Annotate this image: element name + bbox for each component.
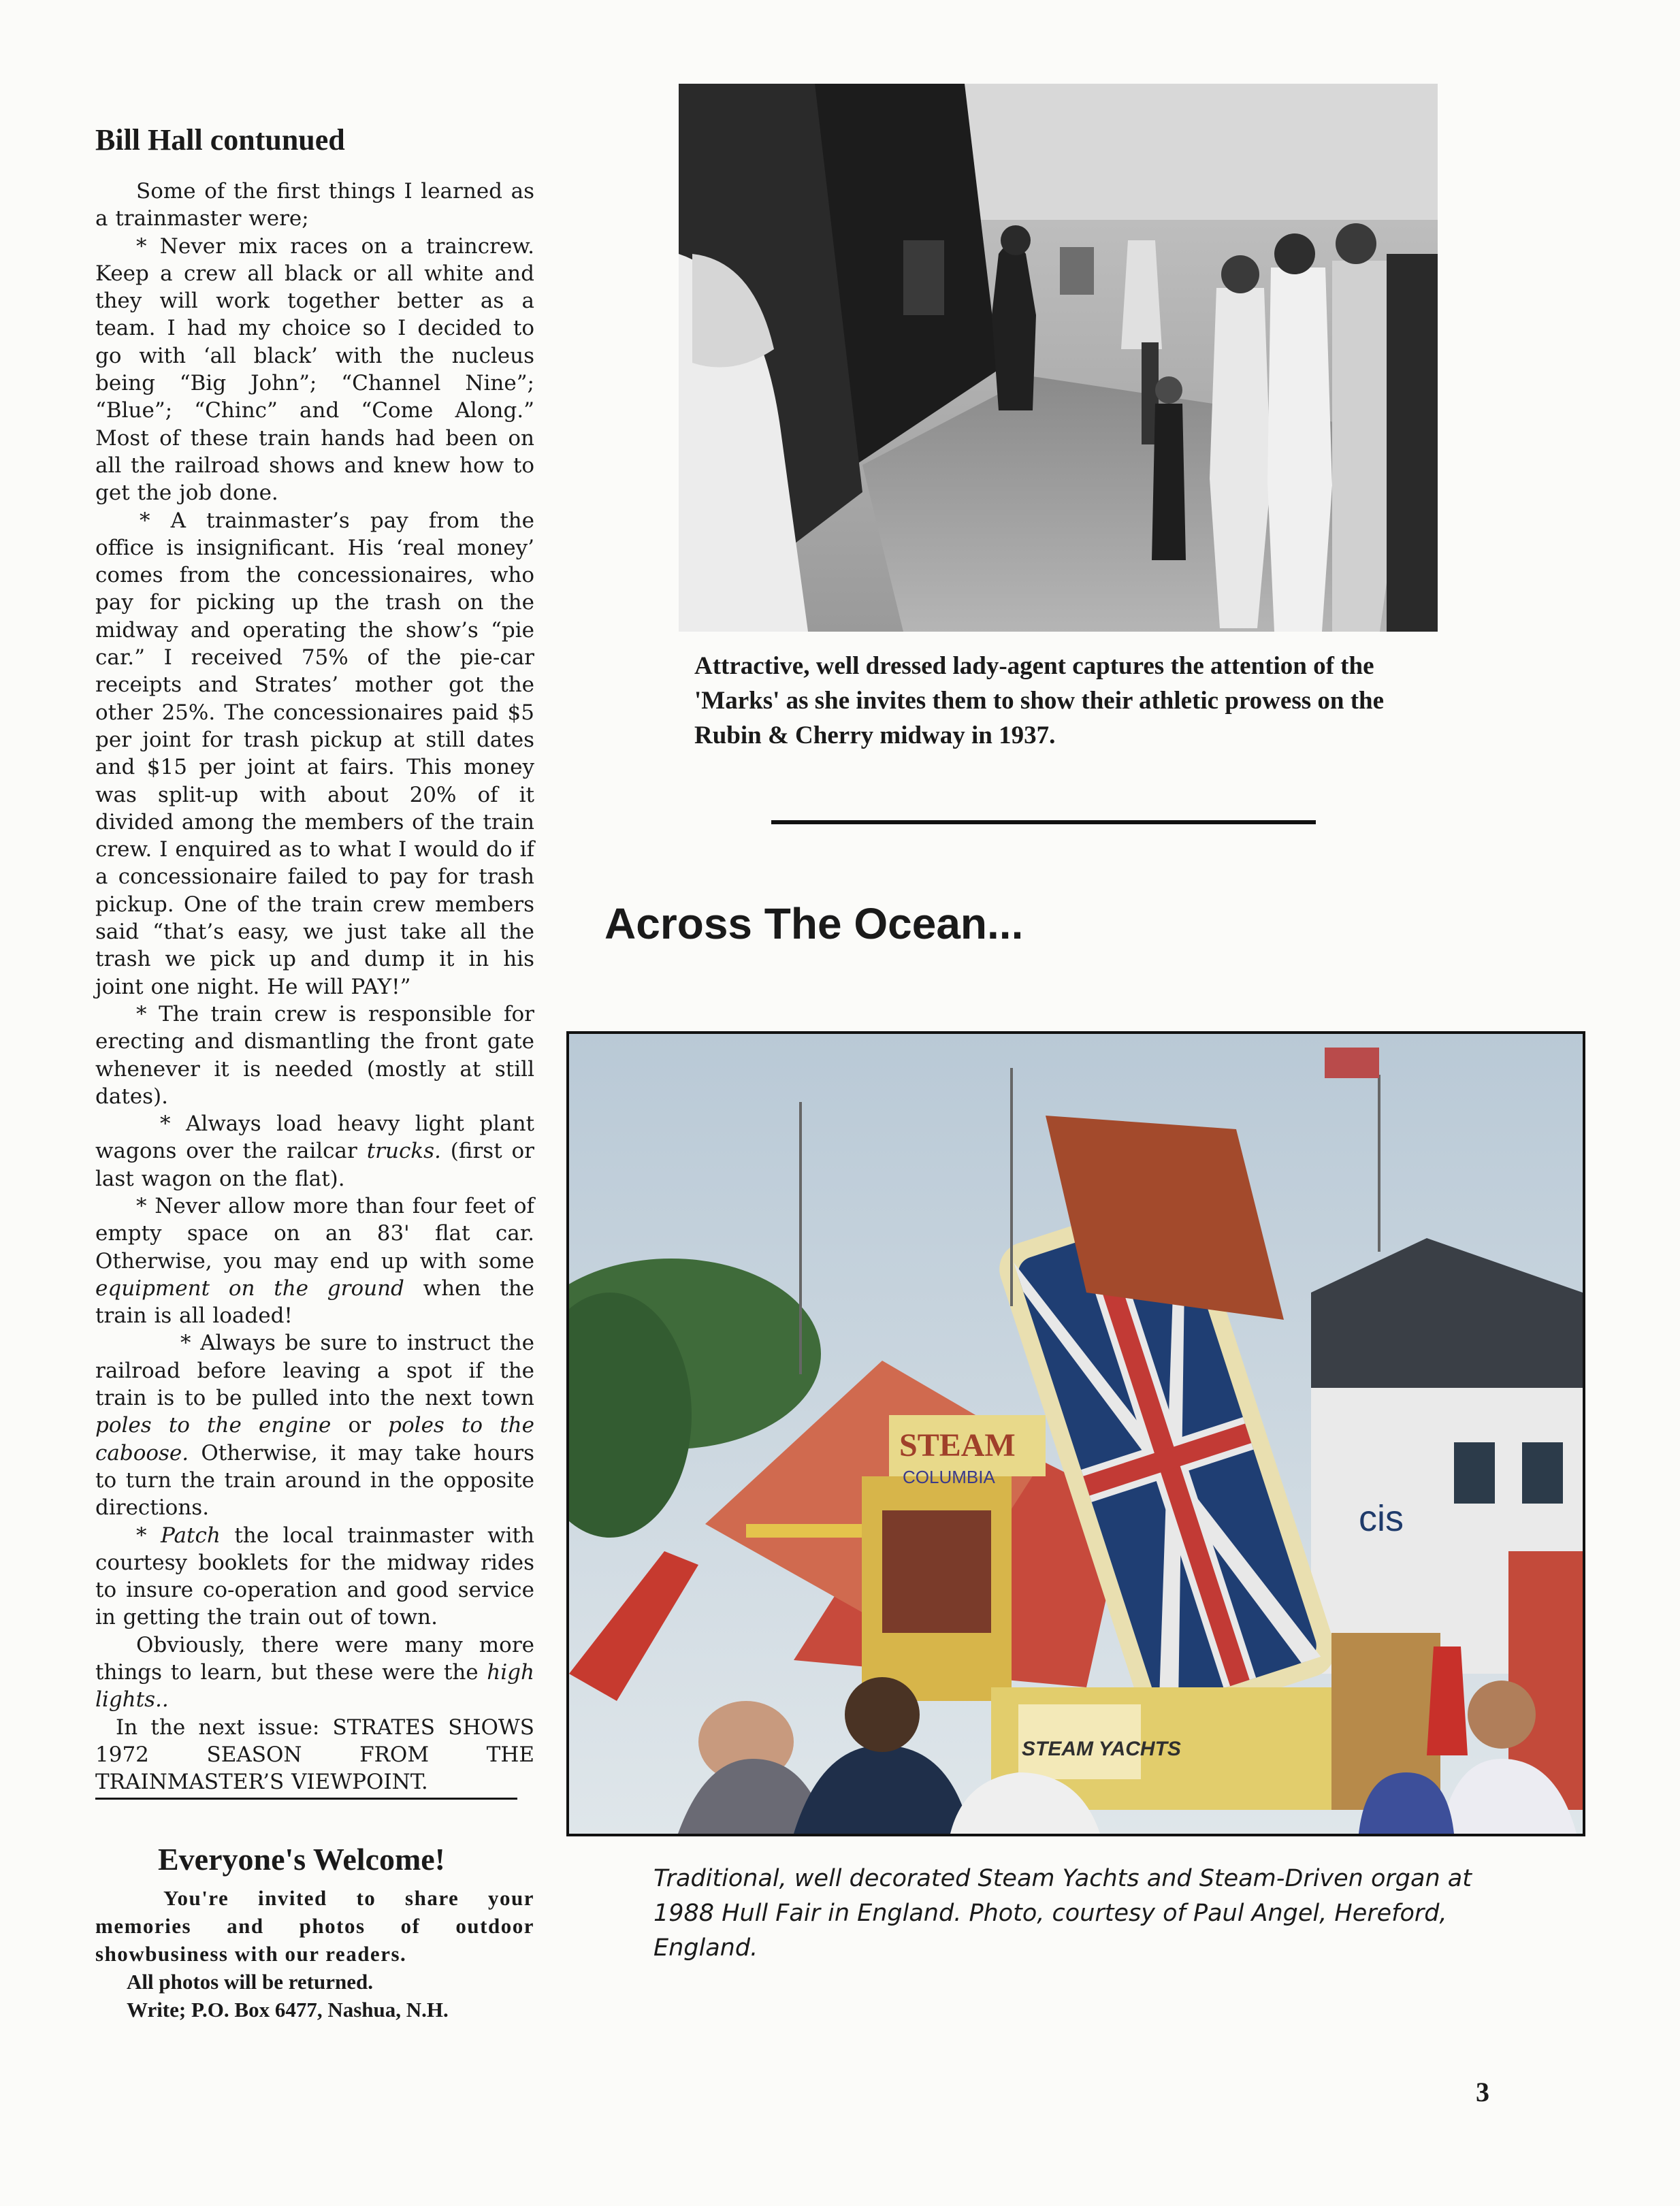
steam-sign: STEAM [899, 1427, 1016, 1463]
text-run-italic: trucks. [366, 1139, 441, 1164]
article-heading: Bill Hall contunued [95, 123, 345, 157]
steam-yachts-photo [566, 1031, 1585, 1836]
article-end-rule [95, 1798, 517, 1800]
welcome-text: You're invited to share your memories and photos of outdoor showbusiness with our readers. [95, 1886, 534, 1966]
paragraph-intro: Some of the first things I learned as a trainmaster were; [95, 179, 534, 231]
paragraph-traincrew: * Never mix races on a traincrew. Keep a crew all black or all white and they will work together better as a team. I had my choice so I decided to go with ‘all black’ with the nucleus being “Big John”; “Channel Nine”; “Blue”; “Chinc” and “Come Along.” Most of these train hands had been on all the railroad shows and knew how to get the job done. [95, 233, 534, 506]
text-run: * Never allow more than four feet of empty space on an 83' flat car. Otherwise, you may end up with some [95, 1193, 534, 1274]
article-column [95, 123, 534, 1800]
article-body [95, 178, 534, 1796]
text-run: Obviously, there were many more things to learn, but these were the [95, 1632, 534, 1685]
page-number: 3 [1476, 2077, 1489, 2107]
text-run: Otherwise, it may take hours to turn the train around in the opposite directions. [95, 1440, 534, 1521]
steam-yachts-sign: STEAM YACHTS [1022, 1738, 1181, 1760]
steam-yachts-photo-art [569, 1034, 1583, 1834]
text-run: (first or last wagon on the flat). [95, 1139, 534, 1191]
text-run-italic: high lights.. [95, 1660, 534, 1713]
midway-1937-photo [679, 84, 1438, 632]
paragraph-flat-car [95, 1193, 534, 1329]
text-run: the local trainmaster with courtesy booklets for the midway rides to insure co-operation and good service in getting the train out of town. [95, 1523, 534, 1630]
photo2-caption: Traditional, well decorated Steam Yachts and Steam-Driven organ at 1988 Hull Fair in England. Photo, courtesy of Paul Angel, Hereford, England. [653, 1865, 1472, 1962]
paragraph-next-issue: In the next issue: STRATES SHOWS 1972 SEASON FROM THE TRAINMASTER’S VIEWPOINT. [95, 1715, 534, 1795]
text-run-italic: poles to the engine [95, 1413, 332, 1438]
text-run: * Always load heavy light plant wagons over the railcar [95, 1112, 534, 1164]
paragraph-conclusion [95, 1632, 534, 1714]
welcome-address: Write; P.O. Box 6477, Nashua, N.H. [127, 1998, 449, 2022]
paragraph-patch [95, 1522, 534, 1632]
text-run: or [331, 1413, 389, 1438]
columbia-sign: COLUMBIA [903, 1467, 995, 1487]
text-run-italic: equipment on the ground [95, 1276, 404, 1301]
welcome-notice [95, 1841, 534, 2024]
section-divider [771, 820, 1316, 824]
section-title: Across The Ocean... [604, 899, 1024, 948]
text-run: when the train is all loaded! [95, 1276, 535, 1329]
welcome-photos-returned: All photos will be returned. [127, 1970, 373, 1994]
text-run: * [136, 1523, 161, 1548]
text-run: * Always be sure to instruct the railroad before leaving a spot if the train is to be pulled into the next town [95, 1331, 534, 1411]
paragraph-instruct-railroad [95, 1329, 534, 1521]
paragraph-front-gate: * The train crew is responsible for erecting and dismantling the front gate whenever it is needed (mostly at still dates). [95, 1001, 534, 1109]
welcome-title: Everyone's Welcome! [158, 1842, 445, 1877]
paragraph-pay: * A trainmaster’s pay from the office is insignificant. His ‘real money’ comes from the concessionaires, who pay for picking up the trash on the midway and operating the show’s “pie car.” I received 75% of the pie-car receipts and Strates’ mother got the other 25%. The concessionaires paid $5 per joint for trash pickup at still dates and $15 per joint at fairs. This money was split-up with about 20% of it divided among the members of the train crew. I enquired as to what I would do if a concessionaire failed to pay for trash pickup. One of the train crew members said “that’s easy, we just take all the trash we pick up and dump it in his joint one night. He will PAY!” [95, 508, 534, 999]
building-sign: cis [1359, 1498, 1404, 1539]
photo1-caption: Attractive, well dressed lady-agent captures the attention of the 'Marks' as she invites them to show their athletic prowess on the Rubin & Cherry midway in 1937. [694, 652, 1385, 749]
midway-photo-art [679, 84, 1438, 632]
paragraph-load-wagons [95, 1110, 534, 1193]
text-run-italic: poles to the caboose. [95, 1413, 534, 1465]
text-run-italic: Patch [161, 1523, 221, 1548]
